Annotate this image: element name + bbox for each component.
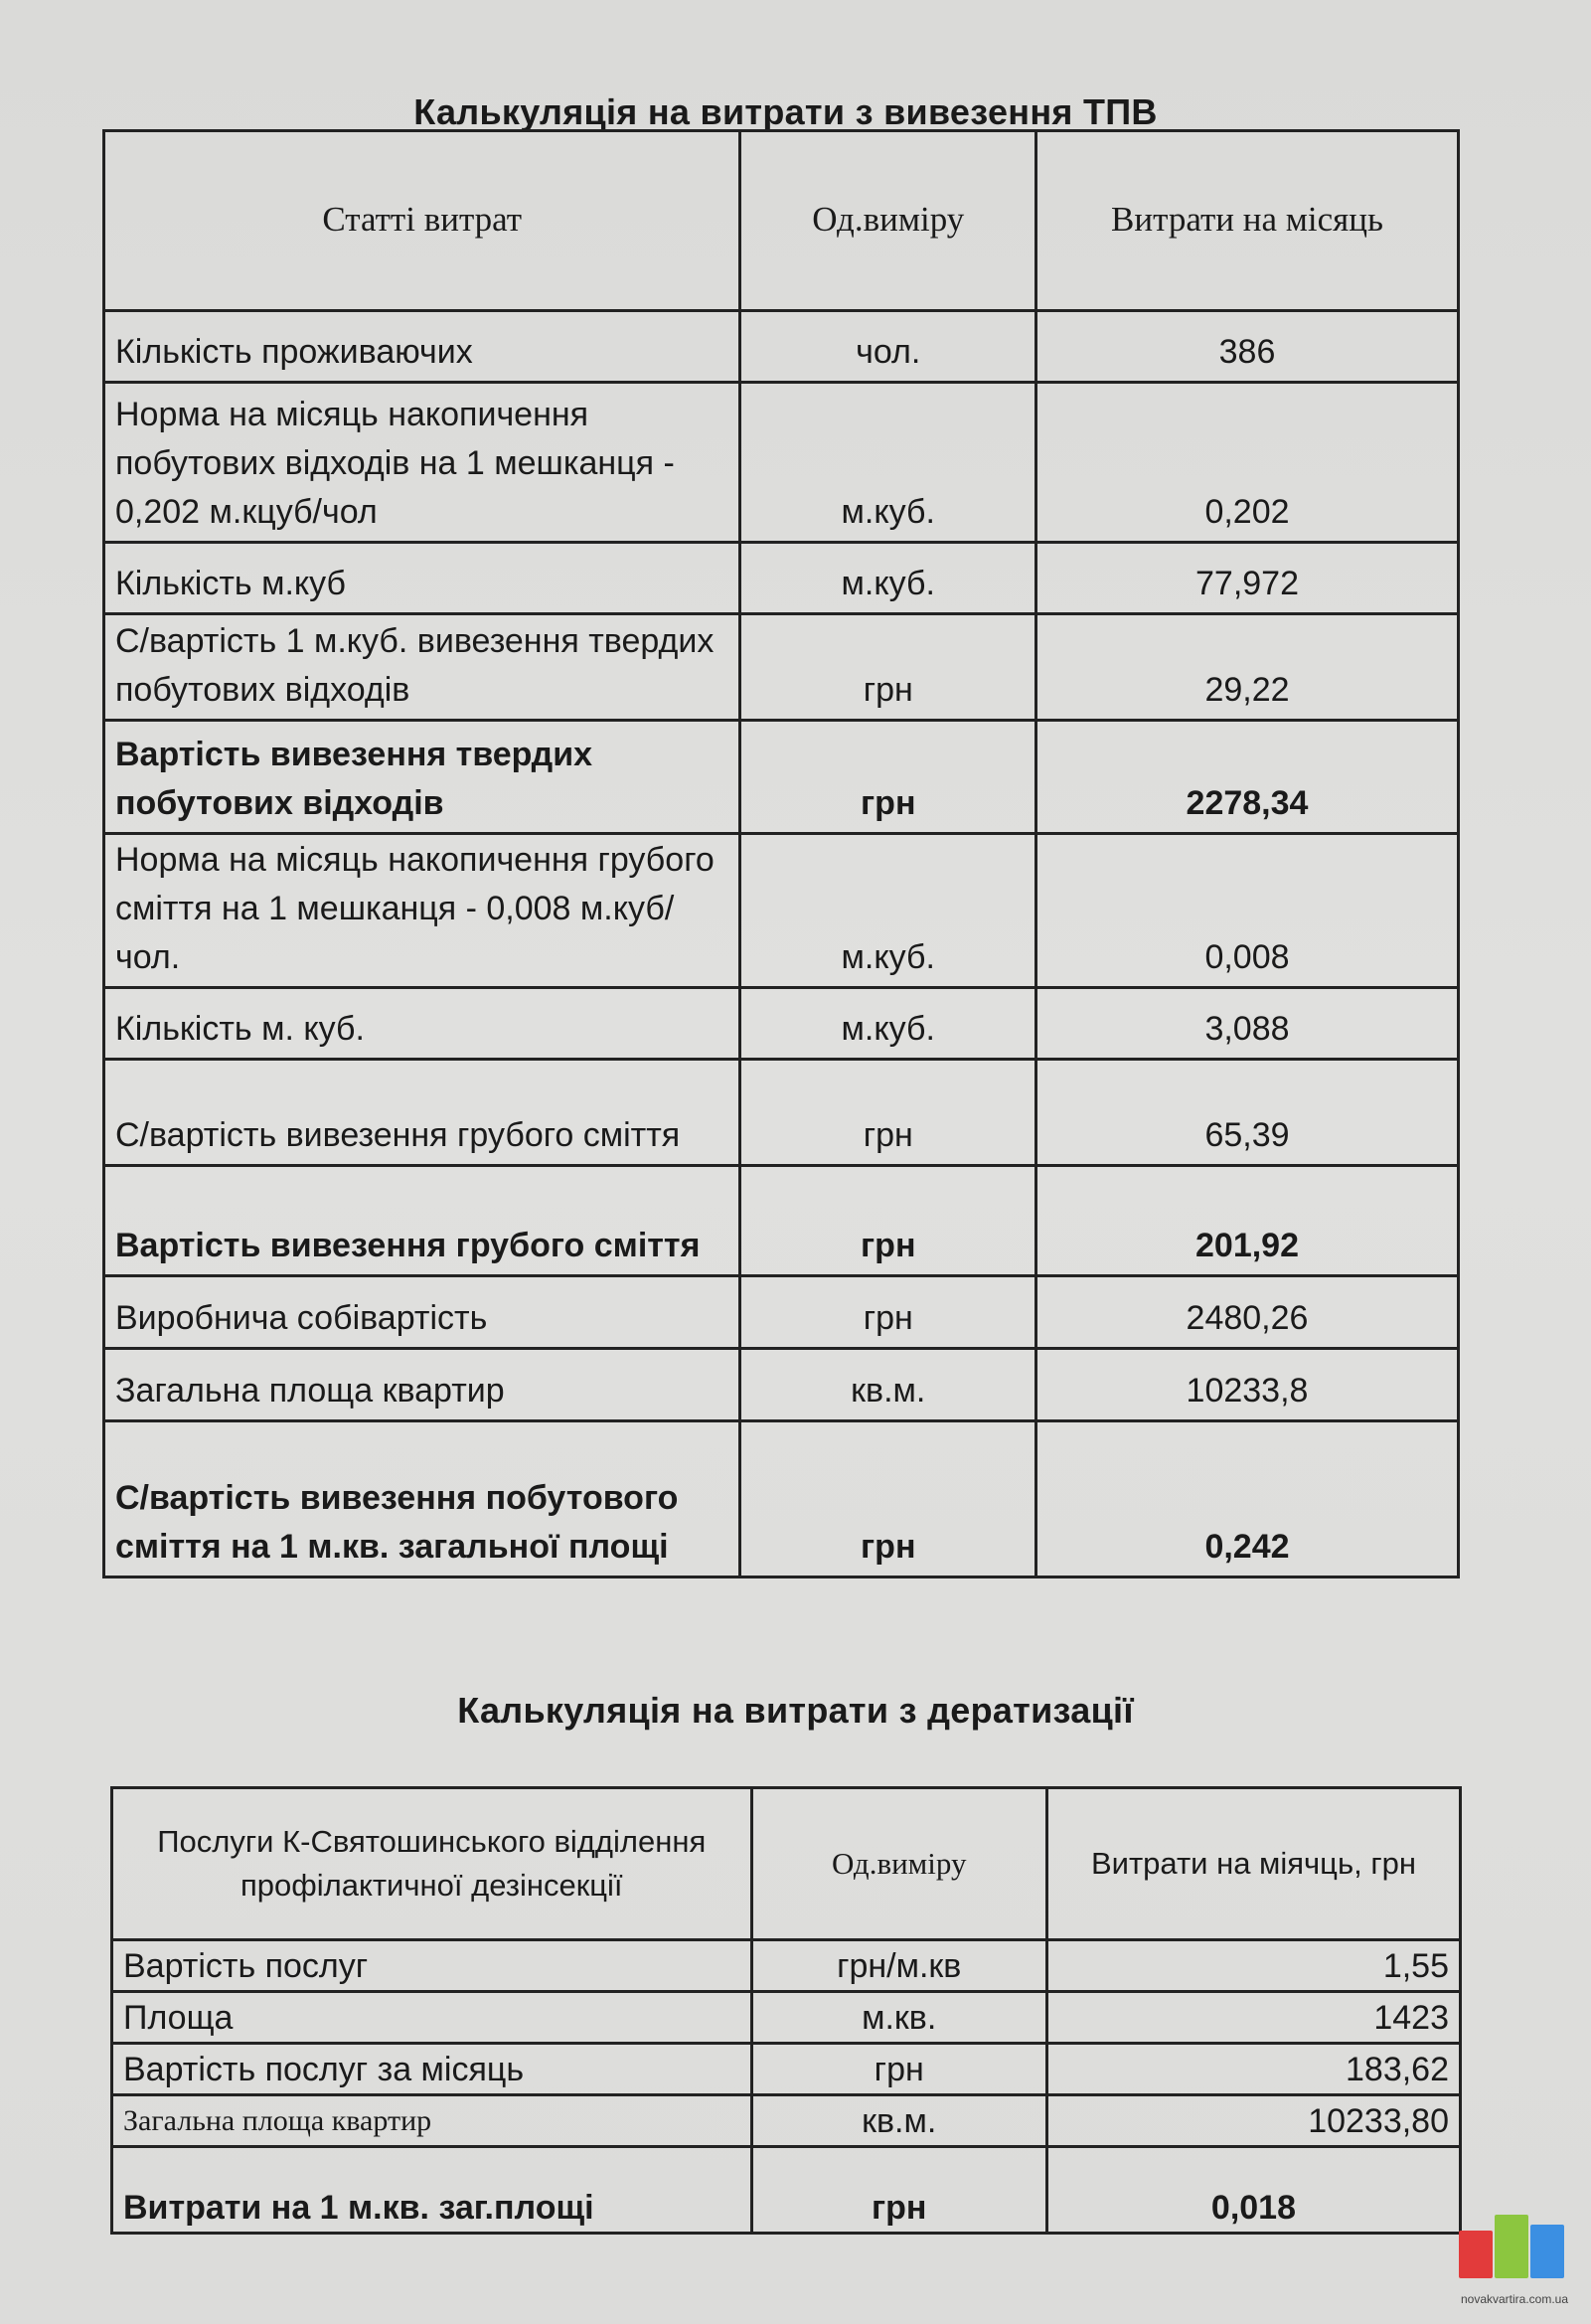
row-unit: грн [740, 1060, 1036, 1166]
table2-row [112, 1940, 1461, 1992]
row-item: С/вартість 1 м.куб. вивезення твердих побутових відходів [104, 614, 740, 721]
site-logo [1453, 2215, 1572, 2306]
row-unit: грн [751, 2147, 1046, 2234]
row-unit: грн [740, 1276, 1036, 1349]
row-item: Вартість вивезення грубого сміття [104, 1166, 740, 1276]
row-value: 386 [1036, 311, 1459, 383]
table1-row [104, 1421, 1459, 1577]
row-value: 1,55 [1046, 1940, 1460, 1992]
row-value: 2480,26 [1036, 1276, 1459, 1349]
row-unit: м.куб. [740, 834, 1036, 988]
row-unit: грн/м.кв [751, 1940, 1046, 1992]
logo-tile-red [1459, 2231, 1493, 2278]
row-item: Витрати на 1 м.кв. заг.площі [112, 2147, 752, 2234]
row-item: Вартість послуг за місяць [112, 2044, 752, 2095]
row-item: Норма на місяць накопичення грубого сміття на 1 мешканця - 0,008 м.куб/чол. [104, 834, 740, 988]
row-unit: м.куб. [740, 543, 1036, 614]
table1-row [104, 1060, 1459, 1166]
row-item: Площа [112, 1992, 752, 2044]
table1-header-value: Витрати на місяць [1036, 131, 1459, 311]
row-value: 10233,8 [1036, 1349, 1459, 1421]
logo-tile-green [1495, 2215, 1528, 2278]
table2-row [112, 2044, 1461, 2095]
table1-row [104, 614, 1459, 721]
deratization-table [110, 1786, 1462, 2235]
row-value: 0,018 [1046, 2147, 1460, 2234]
row-item: Кількість м. куб. [104, 988, 740, 1060]
row-value: 77,972 [1036, 543, 1459, 614]
logo-caption: novakvartira.com.ua [1460, 2292, 1569, 2306]
row-unit: чол. [740, 311, 1036, 383]
table1-header-item: Статті витрат [104, 131, 740, 311]
row-item: С/вартість вивезення побутового сміття на 1 м.кв. загальної площі [104, 1421, 740, 1577]
logo-tile-blue [1530, 2225, 1564, 2278]
table1-row [104, 1276, 1459, 1349]
table1-row [104, 988, 1459, 1060]
row-value: 1423 [1046, 1992, 1460, 2044]
row-item: Вартість вивезення твердих побутових відходів [104, 721, 740, 834]
row-value: 0,202 [1036, 383, 1459, 543]
table2-row [112, 1992, 1461, 2044]
table1-row [104, 834, 1459, 988]
row-value: 201,92 [1036, 1166, 1459, 1276]
row-value: 29,22 [1036, 614, 1459, 721]
row-unit: грн [751, 2044, 1046, 2095]
table2-header-row [112, 1788, 1461, 1940]
row-unit: м.куб. [740, 988, 1036, 1060]
row-item: Загальна площа квартир [104, 1349, 740, 1421]
row-item: Вартість послуг [112, 1940, 752, 1992]
table1-header-row [104, 131, 1459, 311]
table1-row [104, 721, 1459, 834]
table1-row [104, 1166, 1459, 1276]
table1-header-unit: Од.виміру [740, 131, 1036, 311]
table1-row [104, 383, 1459, 543]
row-value: 65,39 [1036, 1060, 1459, 1166]
row-unit: м.куб. [740, 383, 1036, 543]
row-item: Кількість проживаючих [104, 311, 740, 383]
table1-title: Калькуляція на витрати з вивезення ТПВ [413, 91, 1158, 132]
row-unit: грн [740, 1166, 1036, 1276]
row-item: Виробнича собівартість [104, 1276, 740, 1349]
row-value: 10233,80 [1046, 2095, 1460, 2147]
table2-header-item: Послуги К-Святошинського відділення профілактичної дезінсекції [112, 1788, 752, 1940]
row-unit: грн [740, 614, 1036, 721]
row-value: 183,62 [1046, 2044, 1460, 2095]
row-unit: грн [740, 1421, 1036, 1577]
row-value: 2278,34 [1036, 721, 1459, 834]
table2-row [112, 2147, 1461, 2234]
row-value: 0,008 [1036, 834, 1459, 988]
row-unit: кв.м. [740, 1349, 1036, 1421]
row-value: 0,242 [1036, 1421, 1459, 1577]
row-unit: кв.м. [751, 2095, 1046, 2147]
row-unit: грн [740, 721, 1036, 834]
table1-row [104, 311, 1459, 383]
table2-header-value: Витрати на міячць, грн [1046, 1788, 1460, 1940]
table1-row [104, 543, 1459, 614]
row-unit: м.кв. [751, 1992, 1046, 2044]
table1-row [104, 1349, 1459, 1421]
row-item: Кількість м.куб [104, 543, 740, 614]
table2-row [112, 2095, 1461, 2147]
row-item: Загальна площа квартир [112, 2095, 752, 2147]
waste-removal-table [102, 129, 1460, 1578]
table2-title: Калькуляція на витрати з дератизації [457, 1690, 1134, 1731]
row-item: С/вартість вивезення грубого сміття [104, 1060, 740, 1166]
table2-header-unit: Од.виміру [751, 1788, 1046, 1940]
row-value: 3,088 [1036, 988, 1459, 1060]
row-item: Норма на місяць накопичення побутових відходів на 1 мешканця - 0,202 м.кцуб/чол [104, 383, 740, 543]
